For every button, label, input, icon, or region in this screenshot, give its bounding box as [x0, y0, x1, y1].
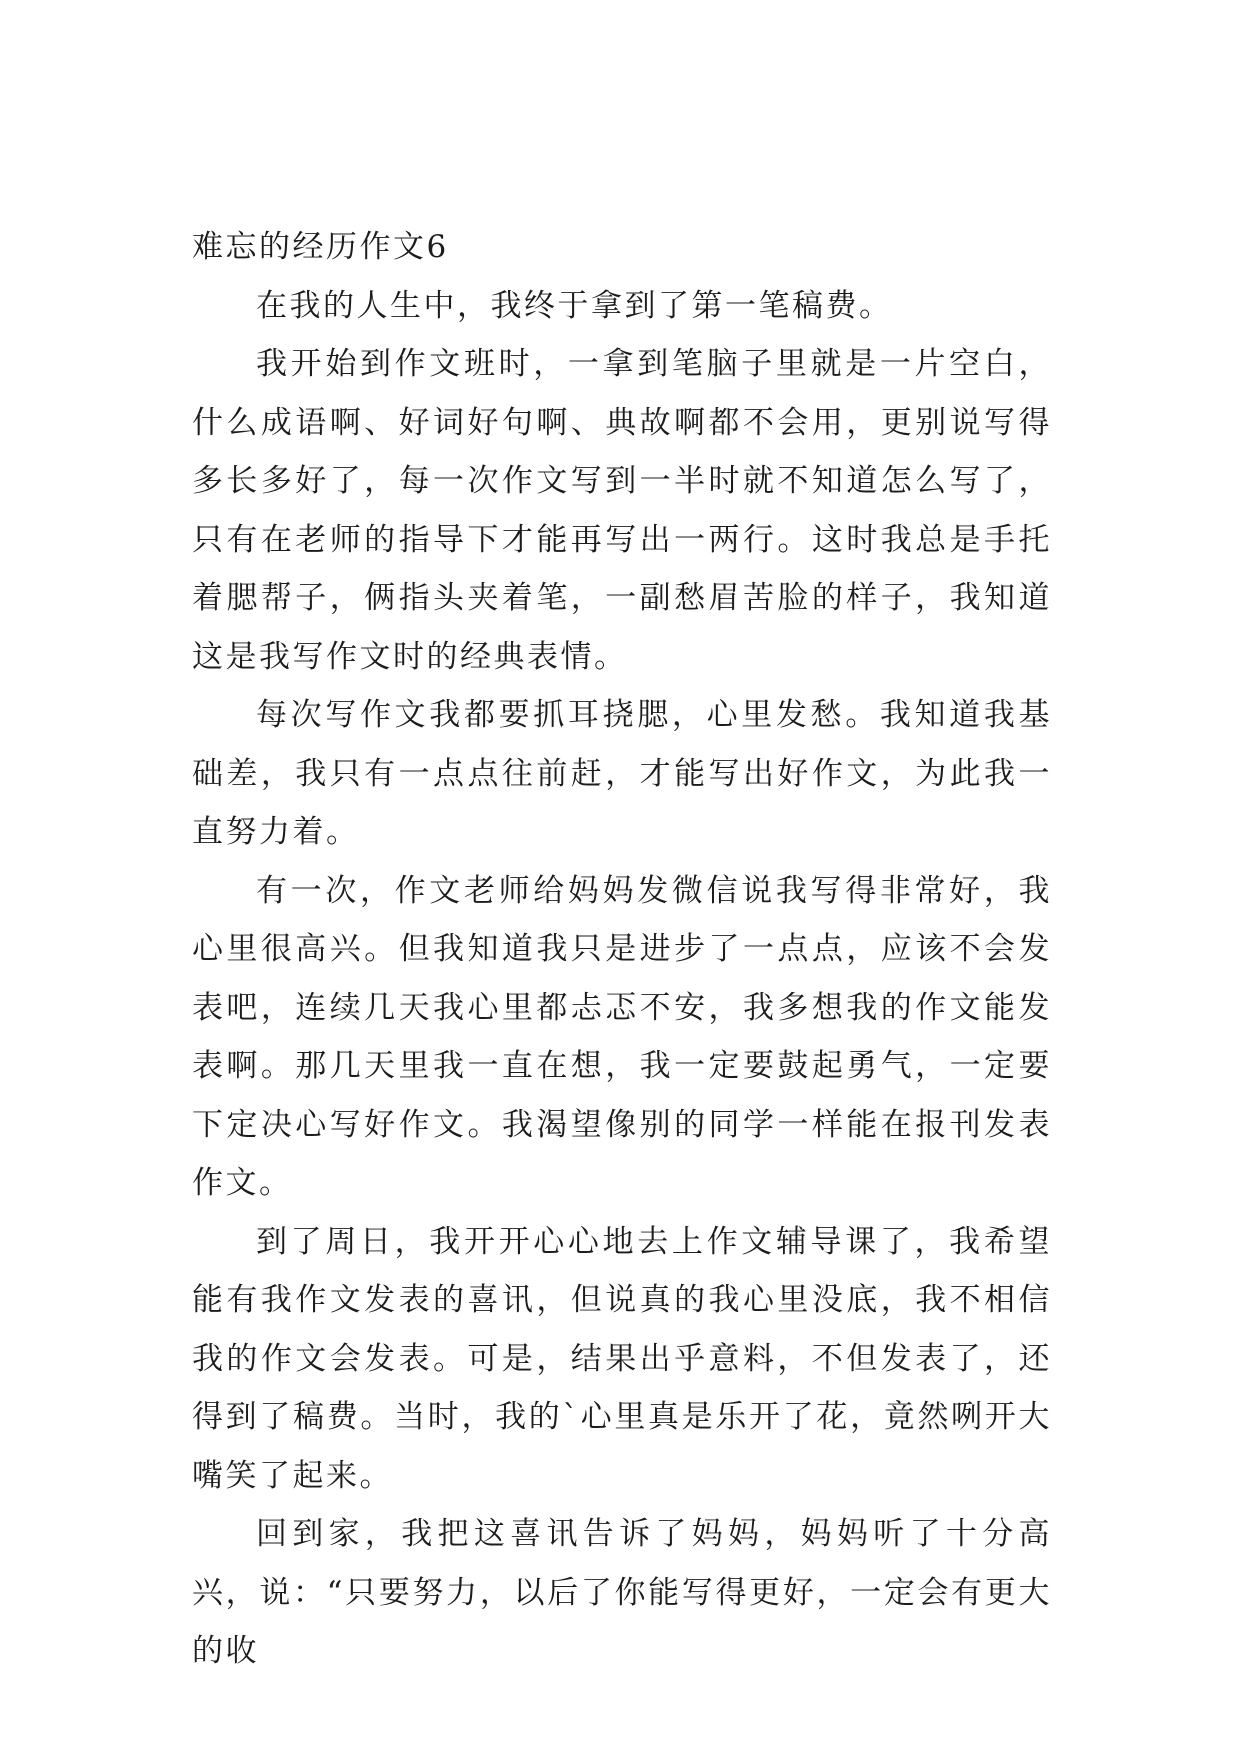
paragraph-2: 我开始到作文班时，一拿到笔脑子里就是一片空白，什么成语啊、好词好句啊、典故啊都不会用，更别说写得多长多好了，每一次作文写到一半时就不知道怎么写了，只有在老师的指导下才能再写出一两行。这时我总是手托着腮帮子，俩指头夹着笔，一副愁眉苦脸的样子，我知道这是我写作文时的经典表情。 — [192, 346, 1052, 675]
paragraph-1: 在我的人生中，我终于拿到了第一笔稿费。 — [256, 287, 893, 324]
paragraph-4: 有一次，作文老师给妈妈发微信说我写得非常好，我心里很高兴。但我知道我只是进步了一点点，应该不会发表吧，连续几天我心里都忐忑不安，我多想我的作文能发表啊。那几天里我一直在想，我一定要鼓起勇气，一定要下定决心写好作文。我渴望像别的同学一样能在报刊发表作文。 — [192, 872, 1052, 1201]
paragraph-6: 回到家，我把这喜讯告诉了妈妈，妈妈听了十分高兴，说：“只要努力，以后了你能写得更好，一定会有更大的收 — [192, 1516, 1052, 1669]
paragraph-5: 到了周日，我开开心心地去上作文辅导课了，我希望能有我作文发表的喜讯，但说真的我心里没底，我不相信我的作文会发表。可是，结果出乎意料，不但发表了，还得到了稿费。当时，我的`心里真是乐开了花，竟然咧开大嘴笑了起来。 — [192, 1223, 1052, 1494]
document-body — [192, 218, 1052, 1681]
paragraph-3: 每次写作文我都要抓耳挠腮，心里发愁。我知道我基础差，我只有一点点往前赶，才能写出好作文，为此我一直努力着。 — [192, 697, 1052, 850]
document-title: 难忘的经历作文6 — [192, 229, 449, 265]
